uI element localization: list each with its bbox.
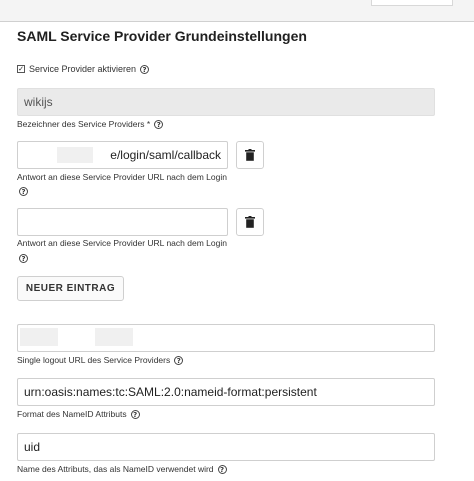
sp-active-row[interactable] — [17, 64, 149, 74]
page-title: SAML Service Provider Grundeinstellungen — [17, 28, 307, 44]
help-circle-icon[interactable]: ? — [154, 120, 163, 129]
acs-url-label-row-1 — [17, 172, 227, 182]
nameid-attribute-field[interactable] — [17, 433, 435, 461]
nameid-attribute-label-row — [17, 464, 227, 474]
slo-url-label: Single logout URL des Service Providers — [17, 355, 171, 365]
acs-url-label-2: Antwort an diese Service Provider URL nach dem Login — [17, 238, 227, 248]
help-circle-icon[interactable]: ? — [19, 187, 28, 196]
acs-url-label-row-2 — [17, 238, 227, 248]
top-bar — [0, 0, 474, 22]
slo-url-field[interactable] — [17, 324, 435, 352]
redaction-mask — [57, 147, 93, 163]
acs-url-value-1: e/login/saml/callback — [110, 148, 221, 162]
sp-active-label: Service Provider aktivieren — [29, 64, 137, 74]
nameid-attribute-value: uid — [24, 440, 41, 454]
checkbox-icon[interactable]: ✓ — [18, 65, 24, 73]
delete-acs-url-button-1[interactable] — [236, 141, 264, 169]
help-circle-icon[interactable]: ? — [131, 410, 140, 419]
sp-identifier-field — [17, 88, 435, 116]
redaction-mask — [20, 328, 58, 346]
top-tab[interactable] — [371, 0, 453, 6]
help-circle-icon[interactable]: ? — [174, 356, 183, 365]
trash-icon — [245, 216, 255, 228]
sp-identifier-label: Bezeichner des Service Providers * — [17, 119, 151, 129]
sp-identifier-value: wikijs — [24, 95, 53, 109]
nameid-format-label: Format des NameID Attributs — [17, 409, 127, 419]
nameid-format-label-row — [17, 409, 140, 419]
acs-url-label-1: Antwort an diese Service Provider URL nach dem Login — [17, 172, 227, 182]
help-circle-icon[interactable]: ? — [140, 65, 149, 74]
nameid-format-value: urn:oasis:names:tc:SAML:2.0:nameid-format:persistent — [24, 385, 317, 399]
acs-url-field-1[interactable] — [17, 141, 228, 169]
add-entry-button[interactable]: NEUER EINTRAG — [17, 276, 124, 301]
nameid-attribute-label: Name des Attributs, das als NameID verwendet wird — [17, 464, 214, 474]
sp-identifier-label-row — [17, 119, 163, 129]
help-circle-icon[interactable]: ? — [218, 465, 227, 474]
nameid-format-field[interactable] — [17, 378, 435, 406]
delete-acs-url-button-2[interactable] — [236, 208, 264, 236]
redaction-mask — [95, 328, 133, 346]
slo-url-label-row — [17, 355, 183, 365]
trash-icon — [245, 149, 255, 161]
acs-url-field-2[interactable] — [17, 208, 228, 236]
help-circle-icon[interactable]: ? — [19, 254, 28, 263]
